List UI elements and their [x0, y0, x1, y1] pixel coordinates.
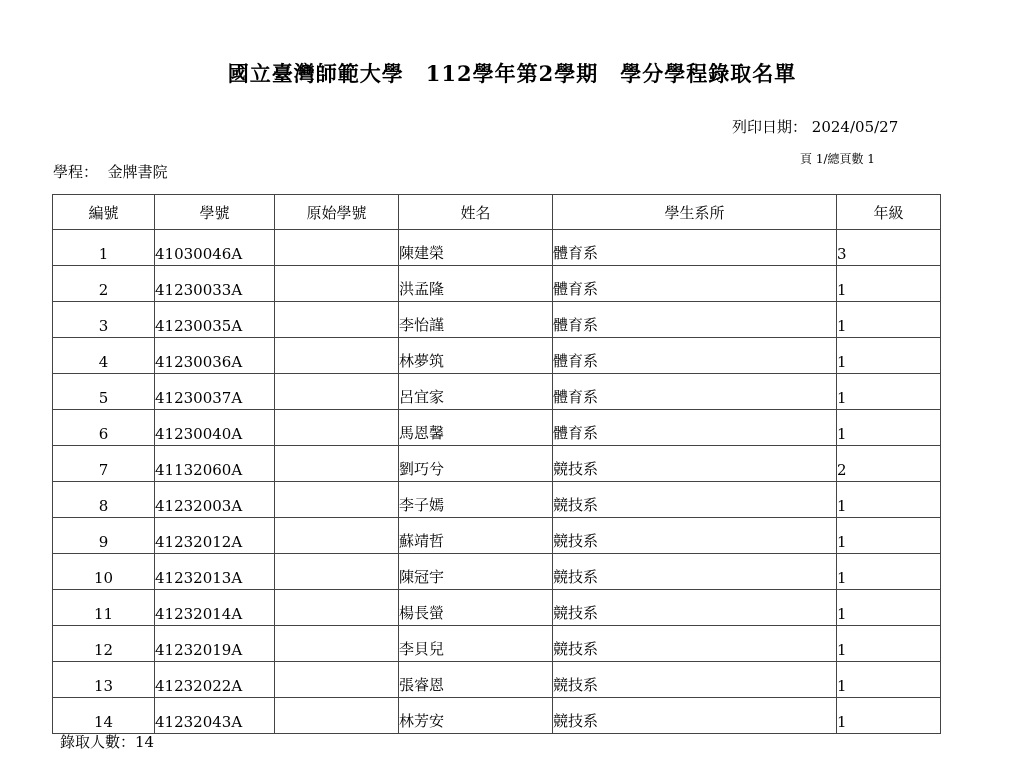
cell-number: 12 — [53, 626, 155, 662]
cell-department: 競技系 — [553, 590, 837, 626]
header-department: 學生系所 — [553, 195, 837, 230]
table-row — [53, 338, 941, 374]
cell-department: 競技系 — [553, 662, 837, 698]
cell-name: 林夢筑 — [399, 338, 553, 374]
admission-table — [52, 194, 941, 734]
cell-department: 體育系 — [553, 302, 837, 338]
cell-student-id: 41232019A — [155, 626, 275, 662]
cell-original-id — [275, 374, 399, 410]
cell-grade: 1 — [837, 302, 941, 338]
table-row — [53, 626, 941, 662]
cell-number: 4 — [53, 338, 155, 374]
table-row — [53, 230, 941, 266]
cell-number: 1 — [53, 230, 155, 266]
cell-original-id — [275, 446, 399, 482]
header-grade: 年級 — [837, 195, 941, 230]
cell-department: 競技系 — [553, 698, 837, 734]
table-row — [53, 374, 941, 410]
cell-original-id — [275, 302, 399, 338]
cell-department: 競技系 — [553, 626, 837, 662]
cell-grade: 1 — [837, 482, 941, 518]
table-body — [53, 230, 941, 734]
cell-department: 競技系 — [553, 446, 837, 482]
cell-number: 14 — [53, 698, 155, 734]
cell-original-id — [275, 698, 399, 734]
cell-number: 2 — [53, 266, 155, 302]
cell-student-id: 41232012A — [155, 518, 275, 554]
cell-name: 劉巧兮 — [399, 446, 553, 482]
cell-name: 陳冠宇 — [399, 554, 553, 590]
cell-grade: 1 — [837, 518, 941, 554]
cell-number: 7 — [53, 446, 155, 482]
cell-grade: 1 — [837, 590, 941, 626]
cell-number: 13 — [53, 662, 155, 698]
program-name: 金牌書院 — [107, 163, 168, 181]
table-row — [53, 698, 941, 734]
cell-original-id — [275, 338, 399, 374]
cell-student-id: 41230033A — [155, 266, 275, 302]
cell-name: 張睿恩 — [399, 662, 553, 698]
cell-grade: 1 — [837, 266, 941, 302]
cell-original-id — [275, 518, 399, 554]
cell-grade: 1 — [837, 662, 941, 698]
cell-original-id — [275, 626, 399, 662]
table-row — [53, 590, 941, 626]
print-date-label: 列印日期： — [732, 118, 808, 136]
cell-department: 體育系 — [553, 374, 837, 410]
header-name: 姓名 — [399, 195, 553, 230]
cell-student-id: 41132060A — [155, 446, 275, 482]
cell-name: 洪孟隆 — [399, 266, 553, 302]
cell-department: 體育系 — [553, 230, 837, 266]
cell-student-id: 41230040A — [155, 410, 275, 446]
program-line — [53, 161, 168, 182]
page-info: 頁 1/總頁數 1 — [800, 152, 875, 166]
cell-department: 體育系 — [553, 410, 837, 446]
print-date-value: 2024/05/27 — [811, 118, 899, 136]
cell-student-id: 41230037A — [155, 374, 275, 410]
table-row — [53, 266, 941, 302]
cell-number: 8 — [53, 482, 155, 518]
cell-number: 3 — [53, 302, 155, 338]
table-row — [53, 482, 941, 518]
print-date-line — [732, 116, 898, 137]
cell-grade: 1 — [837, 338, 941, 374]
cell-original-id — [275, 554, 399, 590]
cell-name: 李子嫣 — [399, 482, 553, 518]
cell-department: 體育系 — [553, 266, 837, 302]
cell-department: 體育系 — [553, 338, 837, 374]
cell-grade: 1 — [837, 374, 941, 410]
cell-grade: 1 — [837, 554, 941, 590]
cell-name: 林芳安 — [399, 698, 553, 734]
cell-original-id — [275, 410, 399, 446]
document-title: 國立臺灣師範大學 112學年第2學期 學分學程錄取名單 — [227, 61, 797, 86]
cell-number: 11 — [53, 590, 155, 626]
cell-student-id: 41232022A — [155, 662, 275, 698]
cell-grade: 3 — [837, 230, 941, 266]
cell-student-id: 41232043A — [155, 698, 275, 734]
cell-number: 5 — [53, 374, 155, 410]
cell-number: 9 — [53, 518, 155, 554]
cell-name: 蘇靖哲 — [399, 518, 553, 554]
cell-number: 6 — [53, 410, 155, 446]
table-row — [53, 554, 941, 590]
admitted-label: 錄取人數： — [60, 733, 136, 751]
table-row — [53, 518, 941, 554]
cell-original-id — [275, 482, 399, 518]
table-row — [53, 302, 941, 338]
cell-student-id: 41232003A — [155, 482, 275, 518]
cell-original-id — [275, 662, 399, 698]
program-label: 學程： — [53, 163, 99, 181]
cell-student-id: 41230036A — [155, 338, 275, 374]
table-row — [53, 410, 941, 446]
cell-name: 楊長螢 — [399, 590, 553, 626]
cell-name: 李貝兒 — [399, 626, 553, 662]
cell-grade: 2 — [837, 446, 941, 482]
cell-student-id: 41232013A — [155, 554, 275, 590]
table-row — [53, 662, 941, 698]
cell-student-id: 41232014A — [155, 590, 275, 626]
admitted-count-line — [60, 731, 154, 752]
header-original-id: 原始學號 — [275, 195, 399, 230]
cell-grade: 1 — [837, 626, 941, 662]
admitted-count: 14 — [135, 733, 155, 751]
table-row — [53, 446, 941, 482]
cell-department: 競技系 — [553, 518, 837, 554]
cell-grade: 1 — [837, 698, 941, 734]
cell-name: 馬恩馨 — [399, 410, 553, 446]
cell-original-id — [275, 266, 399, 302]
cell-number: 10 — [53, 554, 155, 590]
cell-grade: 1 — [837, 410, 941, 446]
cell-student-id: 41230035A — [155, 302, 275, 338]
cell-department: 競技系 — [553, 554, 837, 590]
cell-name: 李怡謹 — [399, 302, 553, 338]
cell-student-id: 41030046A — [155, 230, 275, 266]
header-student-id: 學號 — [155, 195, 275, 230]
header-number: 編號 — [53, 195, 155, 230]
cell-name: 呂宜家 — [399, 374, 553, 410]
table-header-row — [53, 195, 941, 230]
cell-original-id — [275, 590, 399, 626]
cell-name: 陳建榮 — [399, 230, 553, 266]
cell-department: 競技系 — [553, 482, 837, 518]
cell-original-id — [275, 230, 399, 266]
